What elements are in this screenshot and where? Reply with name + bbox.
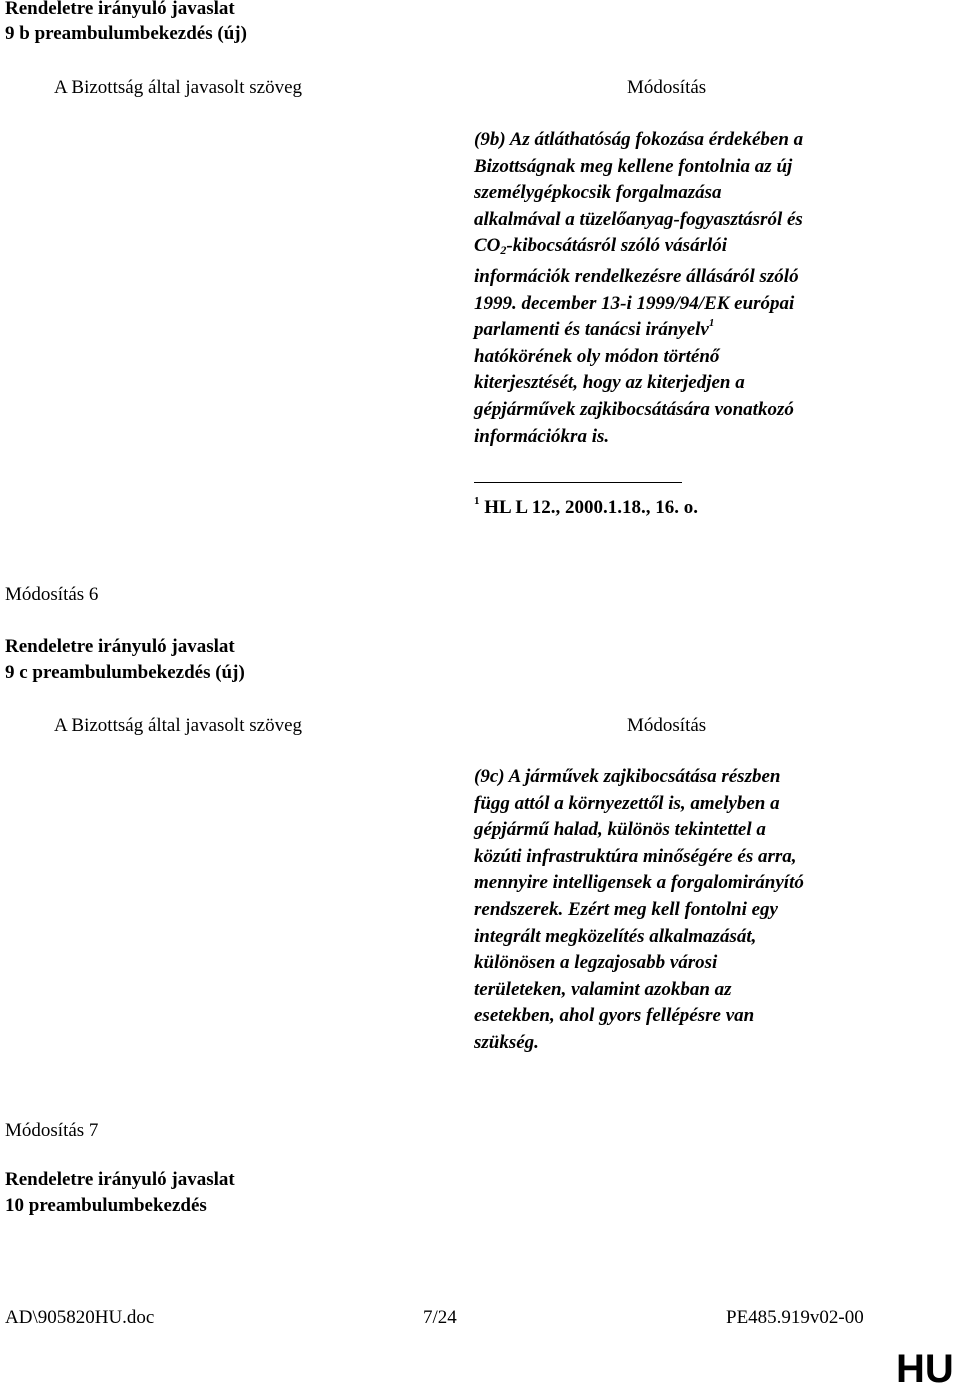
text-line: közúti infrastruktúra minőségére és arra, xyxy=(474,845,797,867)
text-line: személygépkocsik forgalmazása xyxy=(474,182,722,204)
text-line: információk rendelkezésre állásáról szóló xyxy=(474,265,799,287)
text-line: hatókörének oly módon történő xyxy=(474,345,720,367)
proposal-heading: Rendeletre irányuló javaslat xyxy=(5,636,235,657)
column-header-commission-text: A Bizottság által javasolt szöveg xyxy=(54,77,303,98)
footnote-separator xyxy=(474,482,682,483)
text-line: különösen a legzajosabb városi xyxy=(474,952,718,974)
footer-page-number: 7/24 xyxy=(423,1307,457,1328)
text-line: gépjármű halad, különös tekintettel a xyxy=(474,819,766,841)
text-line: esetekben, ahol gyors fellépésre van xyxy=(474,1005,755,1027)
text-fragment: -kibocsátásról szóló vásárlói xyxy=(506,235,728,257)
amendment-number: Módosítás 6 xyxy=(5,584,99,605)
footnote xyxy=(474,497,698,519)
footer-reference: PE485.919v02-00 xyxy=(726,1307,864,1328)
text-line: (9c) A járművek zajkibocsátása részben xyxy=(474,766,781,787)
text-line: gépjárművek zajkibocsátására vonatkozó xyxy=(474,398,794,420)
text-line: alkalmával a tüzelőanyag-fogyasztásról és xyxy=(474,208,803,230)
text-line: területeken, valamint azokban az xyxy=(474,978,732,1000)
footnote-reference: 1 xyxy=(708,317,715,330)
text-line: Bizottságnak meg kellene fontolnia az új xyxy=(474,155,793,177)
proposal-heading: Rendeletre irányuló javaslat xyxy=(5,0,235,19)
text-fragment: parlamenti és tanácsi irányelv xyxy=(474,319,709,341)
column-header-amendment: Módosítás xyxy=(627,77,707,98)
recital-heading: 9 b preambulumbekezdés (új) xyxy=(5,23,247,44)
text-line xyxy=(474,233,914,264)
text-line: információkra is. xyxy=(474,425,610,447)
footer-document-name: AD\905820HU.doc xyxy=(5,1307,155,1328)
text-line: rendszerek. Ezért meg kell fontolni egy xyxy=(474,898,778,920)
amendment-text xyxy=(474,764,914,1057)
text-line: kiterjesztését, hogy az kiterjedjen a xyxy=(474,372,745,394)
column-header-commission-text: A Bizottság által javasolt szöveg xyxy=(54,715,303,736)
text-line: függ attól a környezettől is, amelyben a xyxy=(474,792,780,814)
text-line: szükség. xyxy=(474,1031,539,1053)
recital-heading: 9 c preambulumbekezdés (új) xyxy=(5,662,245,683)
text-line: mennyire intelligensek a forgalomirányító xyxy=(474,872,804,894)
proposal-heading: Rendeletre irányuló javaslat xyxy=(5,1169,235,1190)
text-line: (9b) Az átláthatóság fokozása érdekében a xyxy=(474,129,804,150)
column-header-amendment: Módosítás xyxy=(627,715,707,736)
recital-heading: 10 preambulumbekezdés xyxy=(5,1195,207,1216)
text-line xyxy=(474,317,914,344)
footer-language-code: HU xyxy=(896,1347,954,1391)
text-line: integrált megközelítés alkalmazását, xyxy=(474,925,757,947)
subscript: 2 xyxy=(500,243,507,258)
footnote-number: 1 xyxy=(474,495,480,507)
footnote-text: HL L 12., 2000.1.18., 16. o. xyxy=(484,497,699,518)
text-line: 1999. december 13-i 1999/94/EK európai xyxy=(474,292,795,314)
text-fragment: CO xyxy=(474,235,501,257)
amendment-number: Módosítás 7 xyxy=(5,1120,99,1141)
amendment-text xyxy=(474,127,914,450)
